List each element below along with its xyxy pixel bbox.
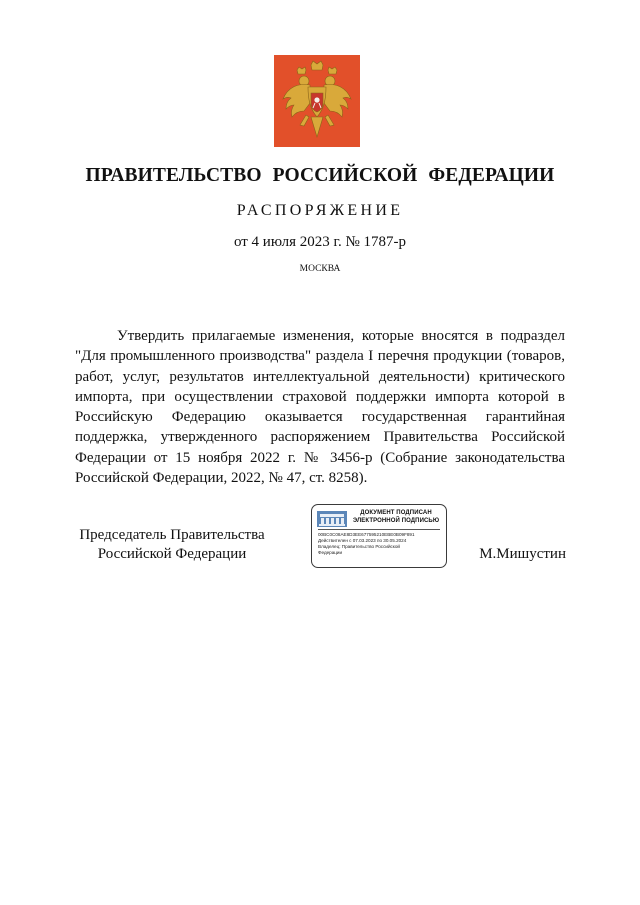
stamp-details xyxy=(318,532,444,556)
stamp-title xyxy=(348,510,444,525)
document-type: РАСПОРЯЖЕНИЕ xyxy=(236,202,404,219)
stamp-owner-line1: Владелец: Правительство Российской xyxy=(318,544,400,549)
decree-paragraph: Утвердить прилагаемые изменения, которые вносятся в подраздел "Для промышленного производства" раздела I перечня продукции (товаров, работ, услуг, результатов интеллектуальной деятельности) критического импорта, при осуществлении страховой поддержки импорта которой в Российскую Федерацию оказывается государственная гарантийная поддержка, утвержденного распоряжением Правительства Российской Федерации от 15 ноября 2022 г. № 3456-р (Собрание законодательства Российской Федерации, 2022, № 47, ст. 8258). xyxy=(75,328,565,487)
stamp-validity: Действителен с 07.03.2023 по 30.05.2024 xyxy=(318,538,407,543)
stamp-title-line1: ДОКУМЕНТ ПОДПИСАН xyxy=(360,510,432,516)
document-city: МОСКВА xyxy=(299,264,341,274)
government-title: ПРАВИТЕЛЬСТВО РОССИЙСКОЙ ФЕДЕРАЦИИ xyxy=(85,165,555,186)
coat-of-arms-russia-icon xyxy=(280,59,354,143)
document-date-number: от 4 июля 2023 г. № 1787-р xyxy=(233,234,407,250)
signer-position xyxy=(74,526,270,564)
stamp-title-line2: ЭЛЕКТРОННОЙ ПОДПИСЬЮ xyxy=(352,517,440,524)
signer-position-line2: Российской Федерации xyxy=(97,546,247,562)
coat-of-arms-emblem xyxy=(274,55,360,147)
stamp-certificate: 00BC0C08AE8D3EE677595210EBE0B09F891 xyxy=(318,532,415,537)
government-building-icon xyxy=(317,511,347,527)
electronic-signature-stamp xyxy=(311,504,447,568)
stamp-divider xyxy=(318,529,440,530)
signer-position-line1: Председатель Правительства xyxy=(79,527,265,543)
signer-name: М.Мишустин xyxy=(479,546,566,562)
stamp-owner-line2: Федерации xyxy=(318,550,343,555)
